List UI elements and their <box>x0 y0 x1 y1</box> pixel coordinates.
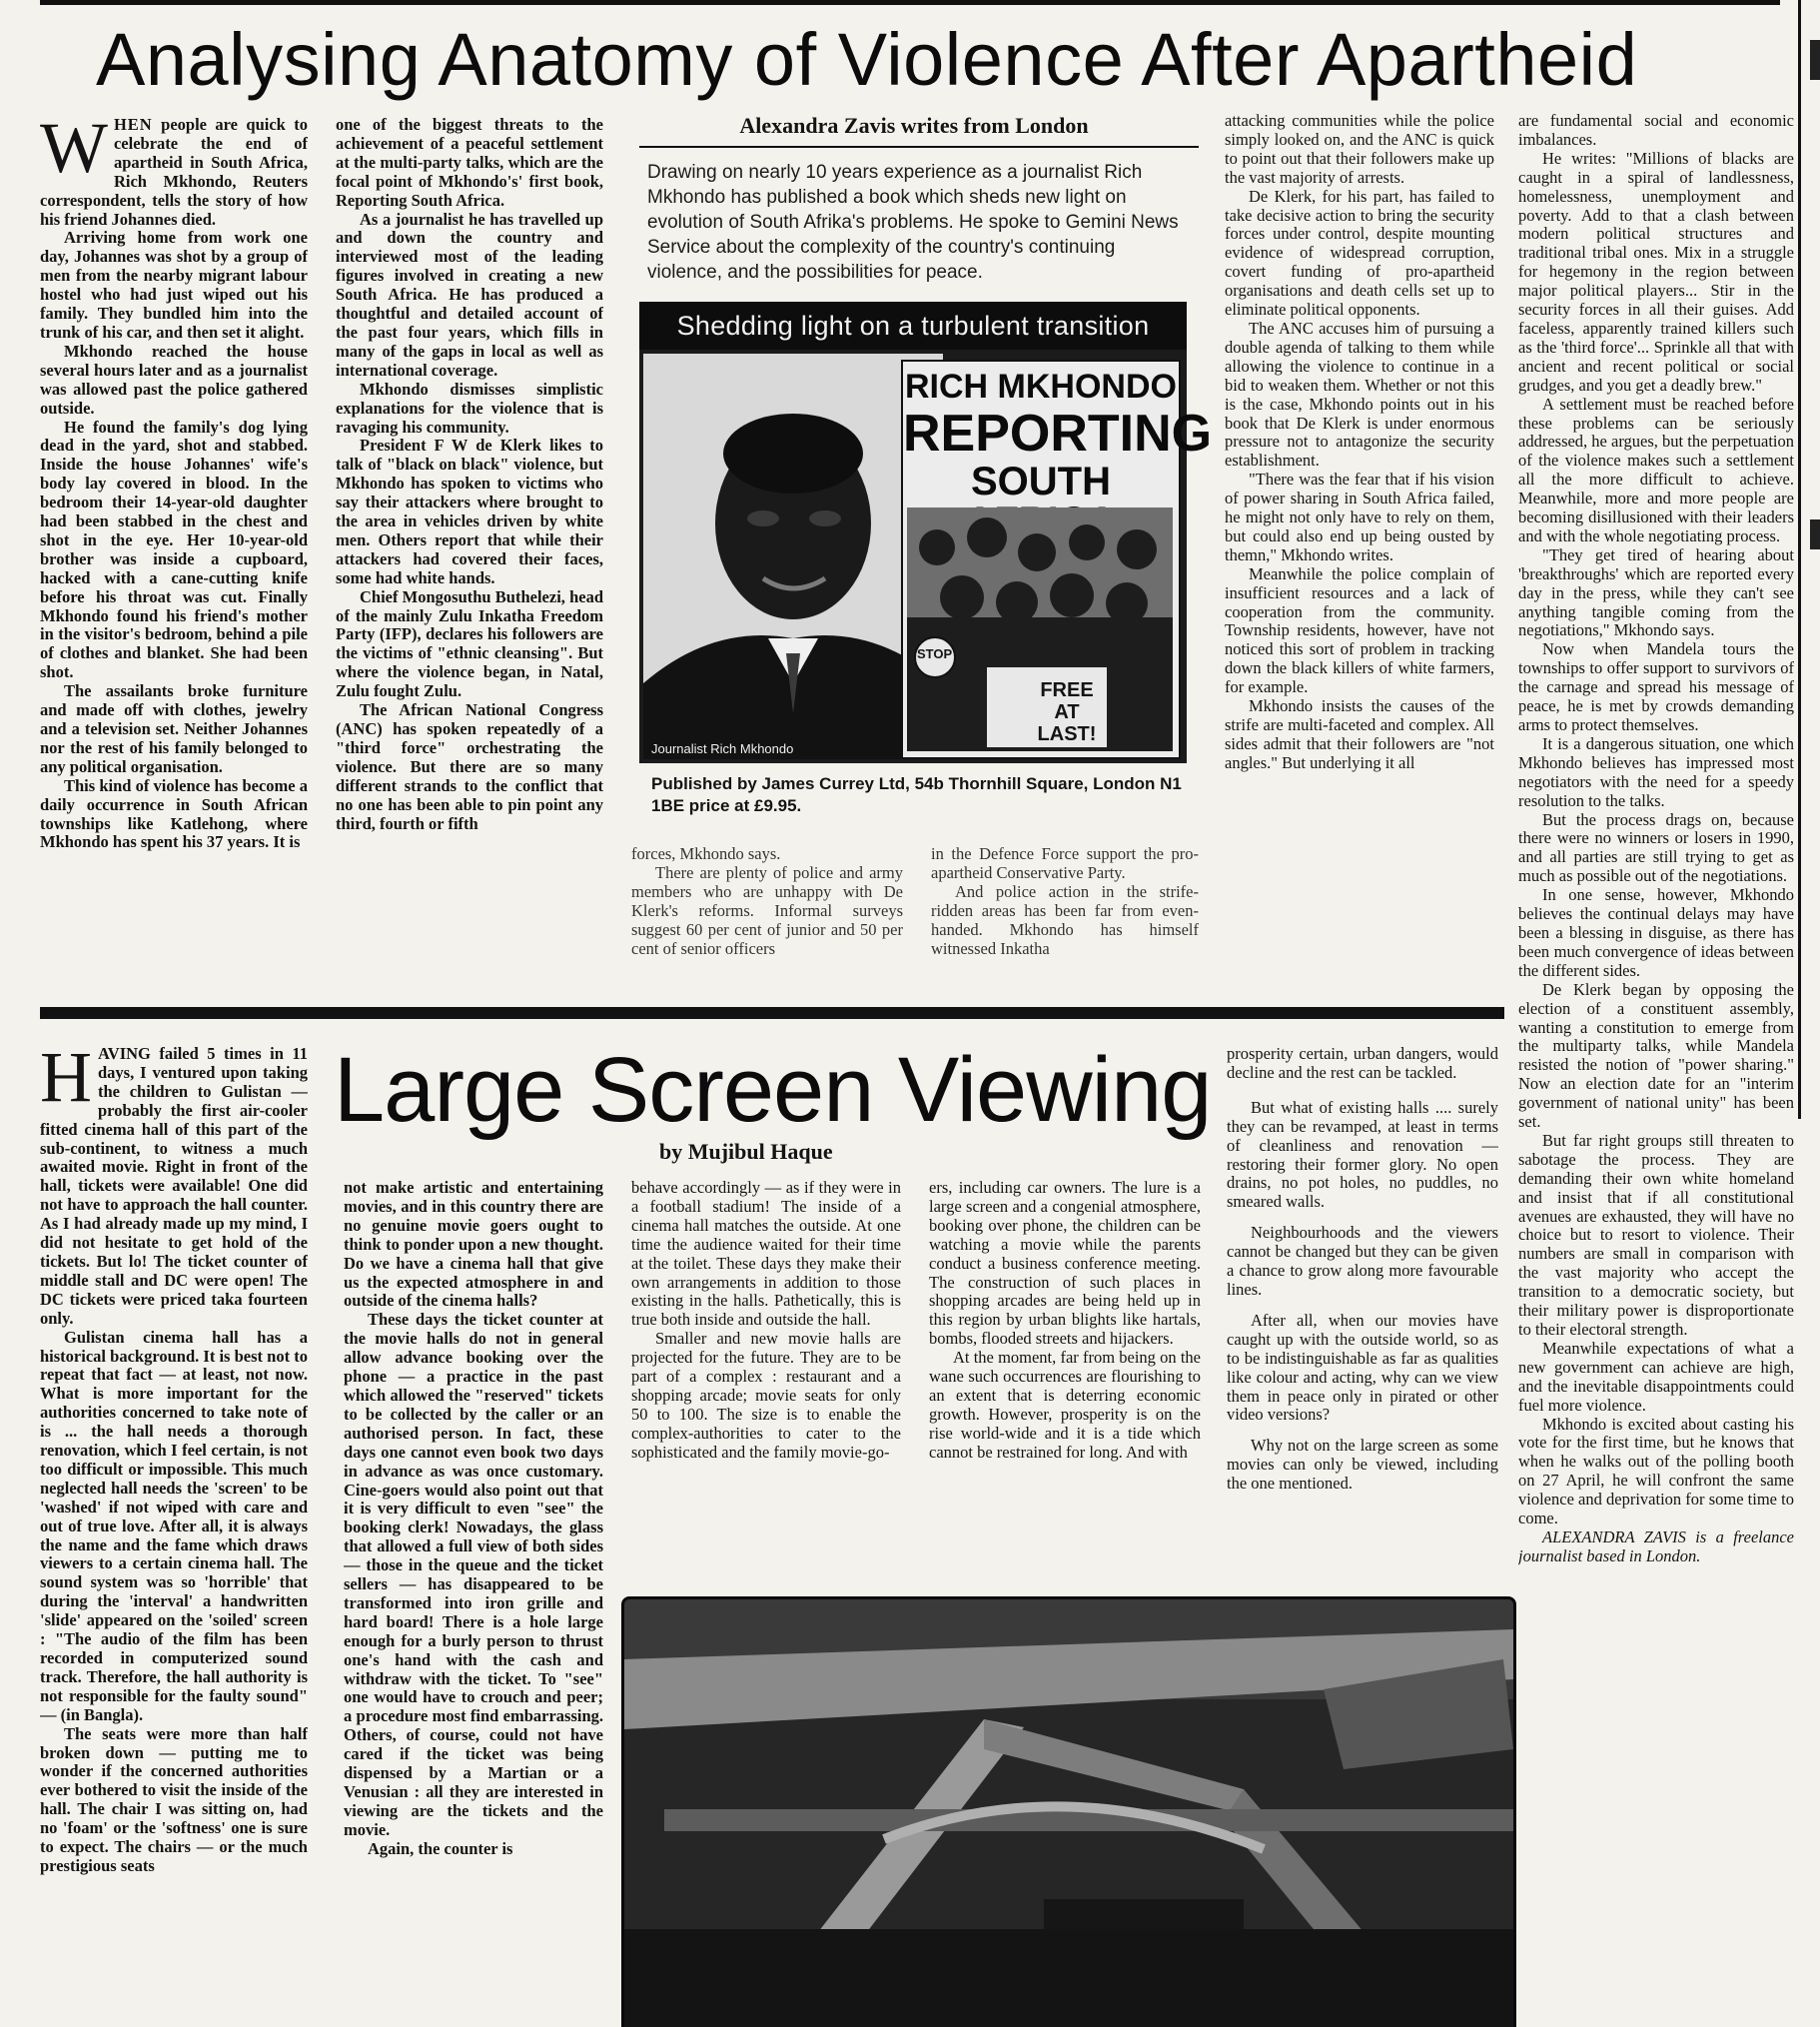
paragraph: Again, the counter is <box>368 1838 513 1858</box>
article2-headline: Large Screen Viewing <box>334 1039 1212 1141</box>
adjacent-page-edge <box>1810 519 1820 549</box>
cover-stop-sign: STOP <box>917 646 953 661</box>
cinema-hall-image <box>624 1599 1513 2027</box>
article2-column-3 <box>631 1179 901 1588</box>
paragraph: Neighbourhoods and the viewers cannot be changed but they can be given a chance to grow along more favourable lines. <box>1227 1223 1498 1299</box>
paragraph: people are quick to celebrate the end of apartheid in South Africa, Rich Mkhondo, Reuters correspondent, tells the story of how his friend Johannes died. <box>40 116 308 229</box>
paragraph: These days the ticket counter at the movie halls do not in general allow advance booking over the phone — a practice in the past which allowed the "reserved" tickets to be collected by the caller or an authorised person. In fact, these days one cannot even book two days in advance as was once customary. Cine-goers would also point out that it is very difficult to even "see" the booking clerk! Nowadays, the glass that allowed a full view of both sides — those in the queue and the ticket sellers — has disappeared to be transformed into iron grille and hard board! There is a hole large enough for a burly person to thrust one's hand with the cash and withdraw with the ticket. To "see" one would have to crouch and peer; a procedure most find embarrassing. Others, of course, could not have cared if the ticket was being dispensed by a Martian or a Venusian : all they are interested in viewing are the tickets and the movie. <box>344 1310 603 1839</box>
paragraph: Mkhondo reached the house several hours later and as a journalist was allowed past the police gathered outside. <box>40 341 308 418</box>
paragraph: Mkhondo dismisses simplistic explanations for the violence that is ravaging his community. <box>336 379 603 437</box>
photo-banner: Shedding light on a turbulent transition <box>639 302 1187 350</box>
paragraph: In one sense, however, Mkhondo believes the continual delays may have been a blessing in disguise, as there has been much convergence of ideas between the different sides. <box>1518 885 1794 980</box>
paragraph: President F W de Klerk likes to talk of "black on black" violence, but Mkhondo has spoken to victims who say their attackers where brought to the area in vehicles driven by white men. Others report that while their attackers had covered their faces, some had white hands. <box>336 436 603 587</box>
cover-title-line2: SOUTH <box>971 460 1111 504</box>
article2-column-4 <box>929 1179 1201 1588</box>
paragraph: A settlement must be reached before these problems can be seriously addressed, he argues, but the perpetuation of the violence makes such a settlement all the more difficult to achieve. Meanwhile, more and more people are becoming disillusioned with their leaders and with the whole negotiating process. <box>1518 394 1794 545</box>
photo-caption: Journalist Rich Mkhondo <box>651 741 794 756</box>
paragraph: It is a dangerous situation, one which Mkhondo believes has impressed most negotiators with the need for a speedy resolution to the talks. <box>1518 733 1794 810</box>
paragraph: And police action in the strife-ridden areas has been far from even-handed. Mkhondo has himself witnessed Inkatha <box>931 881 1199 958</box>
paragraph: Now when Mandela tours the townships to offer support to survivors of the carnage and spread his message of peace, he is met by crowds demanding arms to protect themselves. <box>1518 639 1794 734</box>
paragraph: not make artistic and entertaining movies, and in this country there are no genuine movie goers ought to think to ponder upon a new thought. Do we have a cinema hall that give us the expected atmosphere in and outside of the cinema halls? <box>344 1179 603 1311</box>
article1-column-3 <box>631 845 903 975</box>
byline-rule <box>639 146 1199 148</box>
article2-column-1 <box>40 1045 308 2020</box>
paragraph: But what of existing halls .... surely they can be revamped, at least in terms of cleanliness and renovation — restoring their former glory. No open drains, no pot holes, no puddles, no smeared walls. <box>1227 1097 1498 1212</box>
paragraph: Chief Mongosuthu Buthelezi, head of the mainly Zulu Inkatha Freedom Party (IFP), declares his followers are the victims of "ethnic cleansing". But where the violence began, in Natal, Zulu fought Zulu. <box>336 586 603 701</box>
article1-column-5 <box>1225 112 1494 979</box>
paragraph: De Klerk, for his part, has failed to take decisive action to bring the security forces under control, despite mounting evidence of widespread corruption, covert funding of pro-apartheid organisations and death cells set up to eliminate political opponents. <box>1225 186 1494 320</box>
cover-title-line1: REPORTING <box>903 405 1213 463</box>
cover-free-sign: FREE AT LAST! <box>1037 679 1097 745</box>
paragraph: After all, when our movies have caught up with the outside world, so as to be indistinguishable as far as qualities like colour and acting, why can we view them in peace only in pirated or other video versions? <box>1227 1310 1498 1425</box>
paragraph: But the process drags on, because there were no winners or losers in 1990, and all parties are still trying to get as much as possible out of the negotiations. <box>1518 809 1794 886</box>
article2-column-5 <box>1227 1045 1498 1588</box>
paragraph: There are plenty of police and army members who are unhappy with De Klerk's reforms. Informal surveys suggest 60 per cent of junior and 50 per cent of senior officers <box>631 862 903 958</box>
paragraph: forces, Mkhondo says. <box>631 845 781 863</box>
paragraph: This kind of violence has become a daily occurrence in South African townships like Katlehong, where Mkhondo has spent his 37 years. It is <box>40 775 308 852</box>
paragraph: "There was the fear that if his vision of power sharing in South Africa failed, he might not only have to rely on them, but could also end up being ousted by themn," Mkhondo writes. <box>1225 470 1494 564</box>
paragraph: The African National Congress (ANC) has spoken repeatedly of a "third force" orchestrating the violence. But there are so many different strands to the conflict that no one has been able to pin point any third, fourth or fifth <box>336 700 603 833</box>
article1-column-6 <box>1518 112 1794 2010</box>
paragraph: He found the family's dog lying dead in the yard, shot and stabbed. Inside the house Johannes' wife's body lay covered in blood. In the bedroom their 14-year-old daughter had been stabbed in the chest and shot in the eye. Her 10-year-old brother was inside a cupboard, hacked with a cane-cutting knife before his throat was cut. Finally Mkhondo found his friend's mother in the visitor's bedroom, behind a pile of clothes and blanket. She had been shot. <box>40 417 308 682</box>
paragraph: AVING failed 5 times in 11 days, I ventured upon taking the children to Gulistan — probably the first air-cooler fitted cinema hall of this part of the sub-continent, to witness a much awaited movie. Right in front of the hall, tickets were available! One did not have to approach the hall counter. As I had already made up my mind, I did not hesitate to get hold of the tickets. But lo! The ticket counter of middle stall and DC were open! The DC tickets were priced taka fourteen only. <box>40 1045 308 1328</box>
article1-column-1 <box>40 116 308 979</box>
paragraph: behave accordingly — as if they were in a football stadium! The inside of a cinema hall matches the outside. At one time the audience waited for their time at the toilet. These days they make their own arrangements in addition to those existing in the halls. Pathetically, this is true both inside and outside the hall. <box>631 1179 901 1330</box>
drop-cap: H <box>40 1045 92 1117</box>
article1-column-4 <box>931 845 1199 975</box>
paragraph: He writes: "Millions of blacks are caught in a spiral of landlessness, homelessness, unemployment and poverty. Add to that a clash between modern political structures and traditional tribal ones. Mix in a struggle for hegemony in the region between major political players... Stir in the security forces in all their guises. Add faceless, apparently trained killers such as the 'third force'... Sprinkle all that with ancient and recent political or social grudges, and you get a deadly brew." <box>1518 148 1794 395</box>
article2-byline: by Mujibul Haque <box>659 1139 833 1164</box>
paragraph: As a journalist he has travelled up and down the country and interviewed most of the leading figures involved in creating a new South Africa. He has produced a thoughtful and detailed account of the past four years, which fills in many of the gaps in local as well as international coverage. <box>336 209 603 380</box>
paragraph: Gulistan cinema hall has a historical background. It is best not to repeat that fact — at least, not now. What is more important for the authorities concerned to take note of is ... the hall needs a thorough renovation, which I feel certain, is not too difficult or impossible. This much neglected hall needs the 'screen' to be 'washed' if not wiped with care and out of true love. After all, it is always the name and the fame which draws viewers to a certain cinema hall. The sound system was so 'horrible' that during the 'interval' a handwritten 'slide' appeared on the 'soiled' screen : "The audio of the film has been recorded in computerized sound track. Therefore, the hall authority is not responsible for the faulty sound" — (in Bangla). <box>40 1327 308 1724</box>
portrait-photo <box>643 354 943 759</box>
paragraph: Mkhondo is excited about casting his vote for the first time, but he knows that when he walks out of the polling booth on 27 April, he will confront the same violence and deprivation for some time to come. <box>1518 1414 1794 1528</box>
article1-intro: Drawing on nearly 10 years experience as a journalist Rich Mkhondo has published a book which sheds new light on evolution of South Afrika's problems. He spoke to Gemini News Service about the complexity of the country's continuing violence, and the possibilities for peace. <box>647 162 1179 283</box>
paragraph: attacking communities while the police simply looked on, and the ANC is quick to point out that their followers make up the vast majority of arrests. <box>1225 112 1494 187</box>
paragraph: one of the biggest threats to the achievement of a peaceful settlement at the multi-party talks, which are the focal point of Mkhondo's' first book, Reporting South Africa. <box>336 116 603 210</box>
article1-photo-panel <box>639 302 1213 763</box>
paragraph: De Klerk began by opposing the election of a constituent assembly, wanting a constitution to emerge from the multiparty talks, while Mandela resisted the notion of "power sharing." Now an election date for an "interim government of national unity" has been set. <box>1518 979 1794 1132</box>
paragraph: Why not on the large screen as some movies can only be viewed, including the one mentioned. <box>1227 1436 1498 1494</box>
top-rule <box>40 0 1780 5</box>
drop-cap: W <box>40 116 108 188</box>
article-separator <box>40 1007 1504 1019</box>
paragraph: The seats were more than half broken down — putting me to wonder if the concerned authorities ever bothered to visit the inside of the hall. The chair I was sitting on, had no 'foam' or the 'softness' one is sure to expect. The chairs — or the much prestigious seats <box>40 1723 308 1875</box>
paragraph: The ANC accuses him of pursuing a double agenda of talking to them while allowing the violence to continue in a bid to weaken them. Whether or not this is the case, Mkhondo points out in his book that De Klerk is under enormous pressure not to antagonize the security establishment. <box>1225 318 1494 471</box>
article1-headline: Analysing Anatomy of Violence After Apartheid <box>96 18 1638 101</box>
book-cover <box>901 360 1213 759</box>
cinema-hall-photo <box>621 1596 1516 2027</box>
paragraph: Mkhondo insists the causes of the strife are multi-faceted and complex. All sides admit that their followers are "not angles." But underlying it all <box>1225 696 1494 772</box>
adjacent-page-edge <box>1810 40 1820 80</box>
article1-column-2 <box>336 116 603 979</box>
author-note: ALEXANDRA ZAVIS is a freelance journalist based in London. <box>1518 1526 1794 1565</box>
paragraph: Meanwhile expectations of what a new government can achieve are high, and the inevitable disappointments could fuel more violence. <box>1518 1338 1794 1415</box>
article1-byline: Alexandra Zavis writes from London <box>739 113 1089 138</box>
article2-column-2 <box>344 1179 603 2018</box>
paragraph: prosperity certain, urban dangers, would decline and the rest can be tackled. <box>1227 1045 1498 1082</box>
paragraph: "They get tired of hearing about 'breakthroughs' which are reported every day in the press, while they can't see anything tangible coming from the negotiations," Mkhondo says. <box>1518 544 1794 640</box>
paragraph: But far right groups still threaten to sabotage the process. They are demanding their own white homeland and insist that if all constitutional avenues are exhausted, they will have no choice but to resort to violence. Their numbers are small in comparison with the vast majority who accept the transition to a democratic society, but their military power is disproportionate to their electoral strength. <box>1518 1130 1794 1339</box>
paragraph: At the moment, far from being on the wane such occurrences are flourishing to an extent that is deterring economic growth. However, prosperity is on the rise world-wide and it is a tide which cannot be restrained for long. And with <box>929 1348 1201 1462</box>
published-line: Published by James Currey Ltd, 54b Thornhill Square, London N1 1BE price at £9.95. <box>651 774 1182 815</box>
paragraph: Arriving home from work one day, Johannes was shot by a group of men from the nearby migrant labour hostel who had just wiped out his family. They bundled him into the trunk of his car, and then set it alight. <box>40 228 308 342</box>
paragraph: Meanwhile the police complain of insufficient resources and a lack of cooperation from the community. Township residents, however, have not noticed this sort of problem in tracking down the black killers of white farmers, for example. <box>1225 563 1494 697</box>
paragraph: are fundamental social and economic imbalances. <box>1518 112 1794 149</box>
paragraph: in the Defence Force support the pro-apartheid Conservative Party. <box>931 845 1199 882</box>
right-margin-rule <box>1798 0 1801 1119</box>
paragraph: ers, including car owners. The lure is a large screen and a congenial atmosphere, booking over phone, the children can be watching a movie while the parents conduct a business conference meeting. The construction of such places in shopping arcades are being held up in this region by urban blights like hartals, bombs, flooded streets and hijackers. <box>929 1179 1201 1349</box>
cover-author: RICH MKHONDO <box>905 368 1177 406</box>
paragraph: The assailants broke furniture and made off with clothes, jewelry and a television set. Neither Johannes nor the rest of his family belonged to any political organisation. <box>40 681 308 776</box>
lead-caps: HEN <box>113 116 153 134</box>
paragraph: Smaller and new movie halls are projected for the future. They are to be part of a complex : restaurant and a shopping arcade; movie seats for only 50 to 100. The size is to enable the complex-authorities to cater to the sophisticated and the family movie-go- <box>631 1329 901 1462</box>
